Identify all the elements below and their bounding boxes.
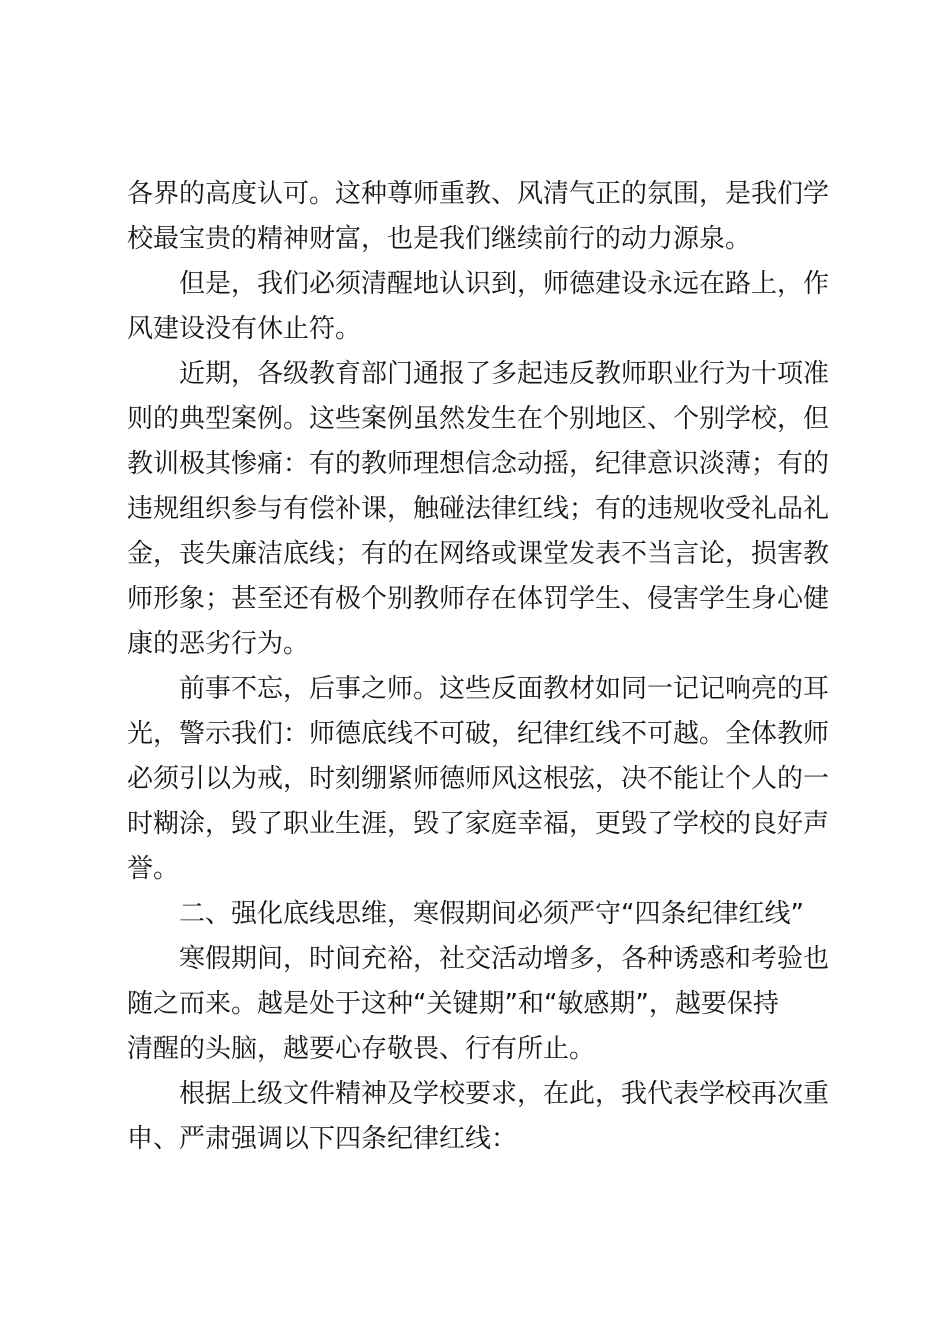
text-line: 近期，各级教育部门通报了多起违反教师职业行为十项准 bbox=[179, 359, 830, 389]
paragraph bbox=[127, 262, 837, 352]
text-line: 违规组织参与有偿补课，触碰法律红线；有的违规收受礼品礼 bbox=[127, 494, 830, 524]
paragraph bbox=[127, 1072, 837, 1162]
text-line: 前事不忘，后事之师。这些反面教材如同一记记响亮的耳 bbox=[179, 674, 830, 704]
paragraph bbox=[127, 937, 837, 1072]
document-body bbox=[127, 172, 837, 1162]
text-line: 清醒的头脑，越要心存敬畏、行有所止。 bbox=[127, 1034, 596, 1064]
text-line: 则的典型案例。这些案例虽然发生在个别地区、个别学校，但 bbox=[127, 404, 830, 434]
heading-line: 二、强化底线思维，寒假期间必须严守“四条纪律红线” bbox=[179, 899, 804, 929]
text-line: 教训极其惨痛：有的教师理想信念动摇，纪律意识淡薄；有的 bbox=[127, 449, 830, 479]
text-line: 康的恶劣行为。 bbox=[127, 629, 310, 659]
text-line: 光，警示我们：师德底线不可破，纪律红线不可越。全体教师 bbox=[127, 719, 830, 749]
text-line: 申、严肃强调以下四条纪律红线： bbox=[127, 1124, 518, 1154]
text-line: 师形象；甚至还有极个别教师存在体罚学生、侵害学生身心健 bbox=[127, 584, 830, 614]
paragraph-continuation bbox=[127, 172, 837, 262]
text-line: 风建设没有休止符。 bbox=[127, 314, 362, 344]
text-line: 必须引以为戒，时刻绷紧师德师风这根弦，决不能让个人的一 bbox=[127, 764, 830, 794]
text-line: 金，丧失廉洁底线；有的在网络或课堂发表不当言论，损害教 bbox=[127, 539, 830, 569]
paragraph bbox=[127, 667, 837, 892]
text-line: 根据上级文件精神及学校要求，在此，我代表学校再次重 bbox=[179, 1079, 830, 1109]
text-line: 随之而来。越是处于这种“关键期”和“敏感期”，越要保持 bbox=[127, 989, 779, 1019]
text-line: 寒假期间，时间充裕，社交活动增多，各种诱惑和考验也 bbox=[179, 944, 830, 974]
text-line: 但是，我们必须清醒地认识到，师德建设永远在路上，作 bbox=[179, 269, 830, 299]
paragraph bbox=[127, 352, 837, 667]
text-line: 各界的高度认可。这种尊师重教、风清气正的氛围，是我们学 bbox=[127, 179, 830, 209]
text-line: 誉。 bbox=[127, 854, 180, 884]
text-line: 时糊涂，毁了职业生涯，毁了家庭幸福，更毁了学校的良好声 bbox=[127, 809, 830, 839]
text-line: 校最宝贵的精神财富，也是我们继续前行的动力源泉。 bbox=[127, 224, 752, 254]
section-heading bbox=[127, 892, 837, 937]
